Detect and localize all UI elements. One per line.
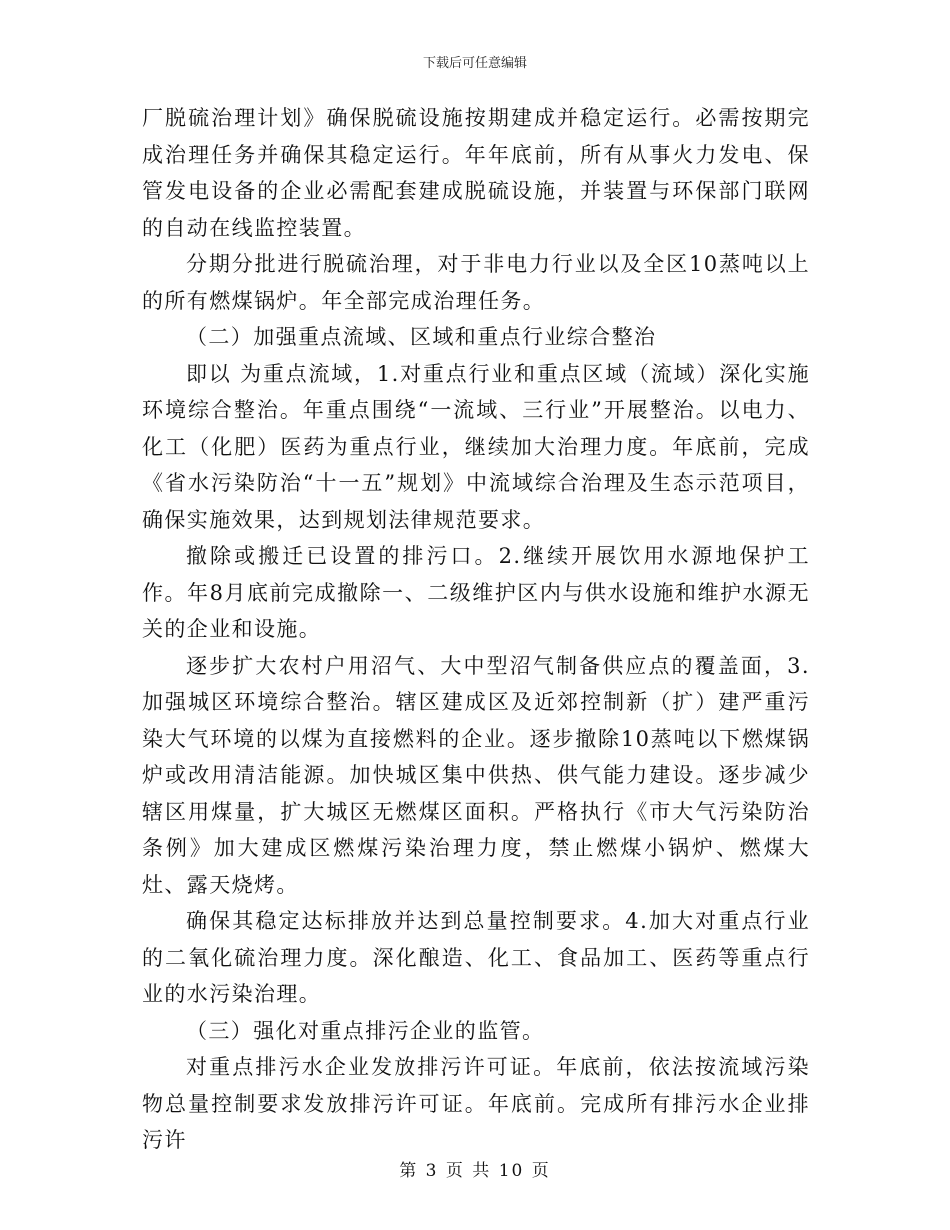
paragraph-discharge-permits: 对重点排污水企业发放排污许可证。年底前，依法按流域污染物总量控制要求发放排污许可证。年底前。完成所有排污水企业排污许	[142, 1055, 810, 1152]
paragraph-sulfur-dioxide: 确保其稳定达标排放并达到总量控制要求。4.加大对重点行业的二氧化硫治理力度。深化酿造、化工、食品加工、医药等重点行业的水污染治理。	[142, 909, 810, 1006]
paragraph-key-industries: 即以 为重点流域，1.对重点行业和重点区域（流域）深化实施环境综合整治。年重点围绕“一流域、三行业”开展整治。以电力、化工（化肥）医药为重点行业，继续加大治理力度。年底前，完成《省水污染防治“十一五”规划》中流域综合治理及生态示范项目，确保实施效果，达到规划法律规范要求。	[142, 361, 810, 532]
paragraph-phased-treatment: 分期分批进行脱硫治理，对于非电力行业以及全区10蒸吨以上的所有燃煤锅炉。年全部完成治理任务。	[142, 252, 810, 313]
page-number-footer: 第 3 页 共 10 页	[399, 1161, 551, 1181]
paragraph-urban-environment: 逐步扩大农村户用沼气、大中型沼气制备供应点的覆盖面，3.加强城区环境综合整治。辖区建成区及近郊控制新（扩）建严重污染大气环境的以煤为直接燃料的企业。逐步撤除10蒸吨以下燃煤锅炉或改用清洁能源。加快城区集中供热、供气能力建设。逐步减少辖区用煤量，扩大城区无燃煤区面积。严格执行《市大气污染防治条例》加大建成区燃煤污染治理力度，禁止燃煤小锅炉、燃煤大灶、露天烧烤。	[142, 653, 810, 897]
page-header: 下载后可任意编辑	[422, 56, 527, 71]
section-heading-2: （二）加强重点流域、区域和重点行业综合整治	[186, 325, 657, 349]
document-body	[142, 100, 810, 1159]
paragraph-desulfurization-plan: 厂脱硫治理计划》确保脱硫设施按期建成并稳定运行。必需按期完成治理任务并确保其稳定运行。年年底前，所有从事火力发电、保管发电设备的企业必需配套建成脱硫设施，并装置与环保部门联网的自动在线监控装置。	[142, 106, 810, 240]
section-heading-3: （三）强化对重点排污企业的监管。	[186, 1018, 545, 1043]
paragraph-water-source-protection: 撤除或搬迁已设置的排污口。2.继续开展饮用水源地保护工作。年8月底前完成撤除一、二级维护区内与供水设施和维护水源无关的企业和设施。	[142, 544, 810, 641]
